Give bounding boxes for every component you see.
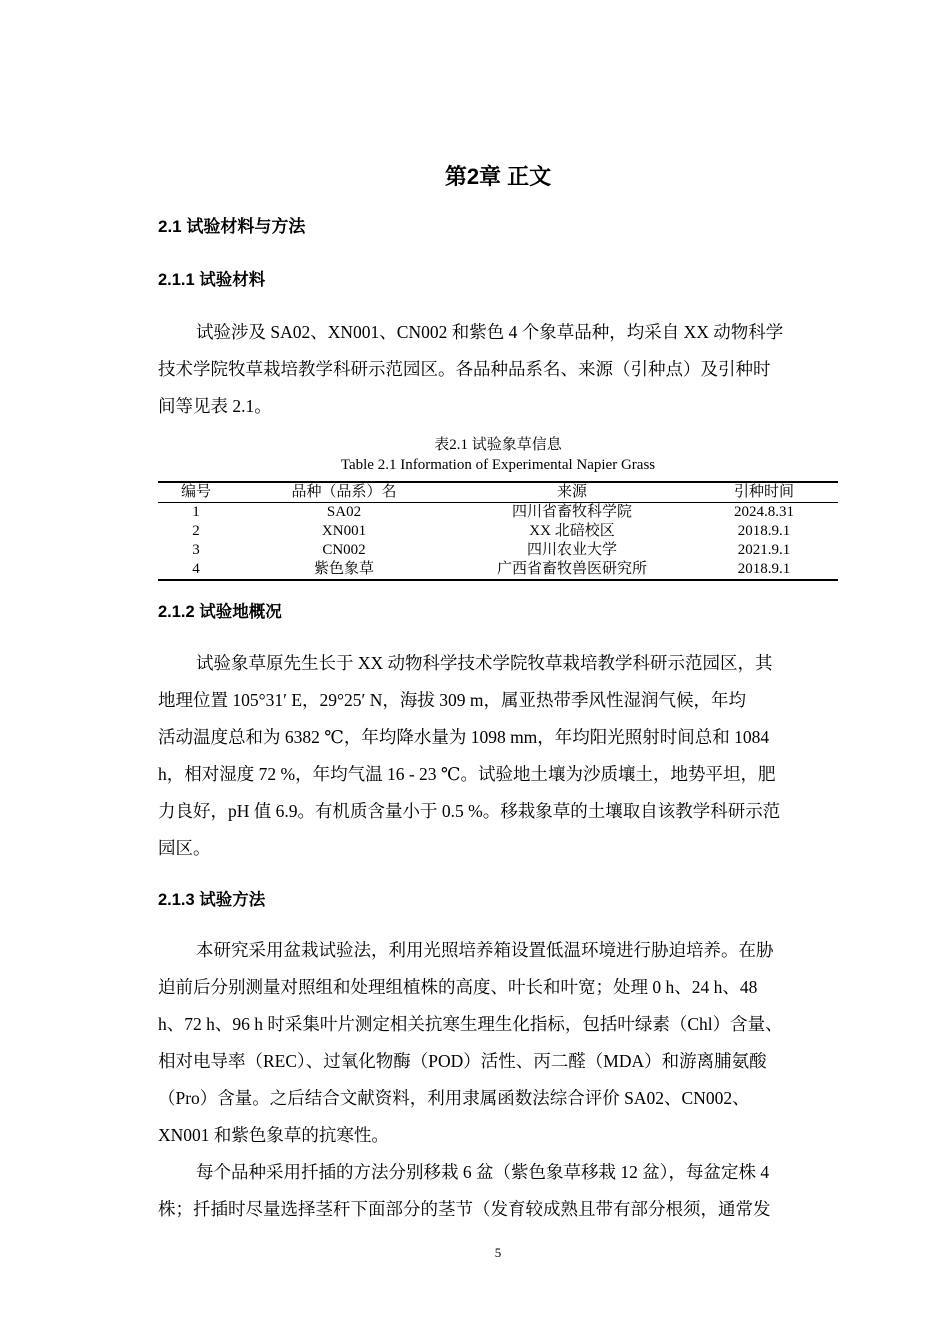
table-cell: 2	[192, 523, 200, 539]
table-header-row	[158, 482, 838, 503]
paragraph-line: 每个品种采用扦插的方法分别移栽 6 盆（紫色象草移栽 12 盆），每盆定株 4	[196, 1162, 770, 1182]
table-cell: CN002	[322, 542, 366, 558]
table-cell: 2024.8.31	[734, 504, 794, 520]
chapter-title: 第2章 正文	[444, 164, 552, 189]
table-header-cell: 引种时间	[733, 484, 794, 500]
table-cell: XN001	[321, 523, 367, 539]
paragraph-line: 力良好，pH 值 6.9。有机质含量小于 0.5 %。移栽象草的土壤取自该教学科研示范	[158, 801, 781, 821]
paragraph-line: （Pro）含量。之后结合文献资料，利用隶属函数法综合评价 SA02、CN002、	[158, 1088, 750, 1108]
paragraph-line: 活动温度总和为 6382 ℃，年均降水量为 1098 mm，年均阳光照射时间总和 1084	[158, 727, 770, 747]
paragraph-line: 园区。	[158, 838, 211, 858]
paragraph-line: 相对电导率（REC）、过氧化物酶（POD）活性、丙二醛（MDA）和游离脯氨酸	[158, 1051, 767, 1071]
paragraph-materials	[158, 314, 840, 425]
paragraph-line: h，相对湿度 72 %，年均气温 16 - 23 ℃。试验地土壤为沙质壤土，地势平坦，肥	[158, 764, 776, 784]
section-heading-2-1: 2.1 试验材料与方法	[158, 217, 306, 236]
paragraph-line: 本研究采用盆栽试验法，利用光照培养箱设置低温环境进行胁迫培养。在胁	[196, 940, 774, 960]
table-header-cell: 品种（品系）名	[291, 484, 397, 500]
table-cell: XX 北碚校区	[529, 523, 615, 539]
paragraph-site	[158, 645, 840, 867]
table-cell: 四川农业大学	[526, 542, 617, 558]
paragraph-line: XN001 和紫色象草的抗寒性。	[158, 1125, 389, 1145]
table-cell: 广西省畜牧兽医研究所	[496, 561, 647, 577]
paragraph-line: 间等见表 2.1。	[158, 396, 272, 416]
table-header-cell: 来源	[556, 484, 587, 500]
section-heading-2-1-3: 2.1.3 试验方法	[158, 891, 266, 909]
table-caption-cn: 表2.1 试验象草信息	[434, 437, 562, 453]
table-cell: 2018.9.1	[737, 523, 791, 539]
section-heading-2-1-1: 2.1.1 试验材料	[158, 271, 266, 289]
table-caption-en: Table 2.1 Information of Experimental Napier Grass	[340, 457, 656, 473]
paragraph-line: 试验象草原先生长于 XX 动物科学技术学院牧草栽培教学科研示范园区，其	[196, 653, 773, 673]
table-header-cell: 编号	[180, 484, 211, 500]
table-cell: 3	[192, 542, 200, 558]
paragraph-line: 技术学院牧草栽培教学科研示范园区。各品种品系名、来源（引种点）及引种时	[158, 359, 771, 379]
table-row	[158, 541, 838, 560]
table-row	[158, 560, 838, 580]
table-cell: 紫色象草	[313, 561, 374, 577]
napier-grass-info-table	[158, 481, 838, 581]
page-number: 5	[494, 1245, 502, 1260]
table-cell: 四川省畜牧科学院	[511, 504, 632, 520]
paragraph-line: 试验涉及 SA02、XN001、CN002 和紫色 4 个象草品种，均采自 XX 动物科学	[196, 322, 784, 342]
table-cell: 4	[192, 561, 200, 577]
table-row	[158, 503, 838, 523]
table-cell: 2021.9.1	[737, 542, 791, 558]
paragraph-line: 地理位置 105°31′ E，29°25′ N，海拔 309 m，属亚热带季风性湿润气候，年均	[158, 690, 746, 710]
table-row	[158, 522, 838, 541]
paragraph-method	[158, 932, 840, 1228]
paragraph-line: 迫前后分别测量对照组和处理组植株的高度、叶长和叶宽；处理 0 h、24 h、48	[158, 977, 758, 997]
paragraph-line: h、72 h、96 h 时采集叶片测定相关抗寒生理生化指标，包括叶绿素（Chl）含量、	[158, 1014, 783, 1034]
section-heading-2-1-2: 2.1.2 试验地概况	[158, 603, 282, 621]
paragraph-line: 株；扦插时尽量选择茎秆下面部分的茎节（发育较成熟且带有部分根须，通常发	[158, 1199, 771, 1219]
table-cell: 2018.9.1	[737, 561, 791, 577]
table-cell: 1	[192, 504, 200, 520]
table-cell: SA02	[326, 504, 362, 520]
